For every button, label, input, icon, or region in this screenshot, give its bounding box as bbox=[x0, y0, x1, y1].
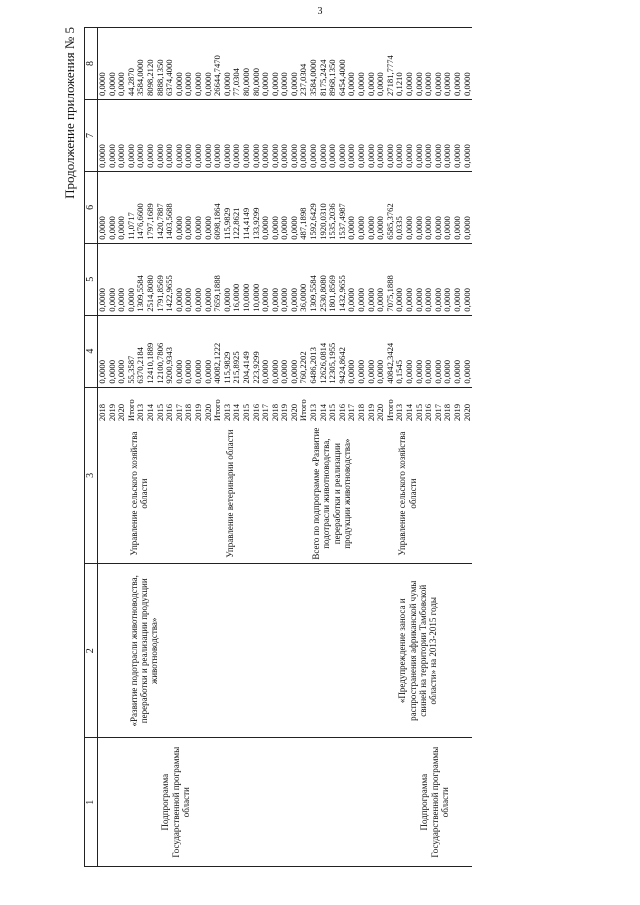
value-cell: 1537,4987 bbox=[338, 171, 348, 243]
header-cell: 7 bbox=[85, 99, 98, 171]
year-cell: 2018 bbox=[356, 403, 367, 422]
value-cell: 77,0304 bbox=[232, 28, 242, 100]
value-cell: 0,0000 bbox=[443, 243, 453, 315]
value-cell: 0,0000 bbox=[261, 315, 271, 387]
value-cell: 0,0000 bbox=[204, 28, 214, 100]
value-cell: 6098,1864 bbox=[213, 171, 223, 243]
value-cell: 1432,9655 bbox=[338, 243, 348, 315]
executor-cell: Всего по подпрограмме «Развитие подотрасли животноводства, переработки и реализации продукции животноводства» bbox=[309, 424, 395, 563]
value-cell: 0,0000 bbox=[415, 171, 425, 243]
page-number: 3 bbox=[317, 6, 323, 17]
value-cell: 0,0000 bbox=[376, 99, 386, 171]
value-cell: 8175,2424 bbox=[319, 28, 329, 100]
value-cell: 0,0000 bbox=[367, 243, 377, 315]
value-cell: 16,0000 bbox=[232, 243, 242, 315]
value-cell: 0,0000 bbox=[443, 99, 453, 171]
value-cell: 8098,2120 bbox=[146, 28, 156, 100]
value-cell: 0,0000 bbox=[184, 171, 194, 243]
value-cell: 0,1210 bbox=[395, 28, 405, 100]
header-cell: 8 bbox=[85, 28, 98, 100]
value-cell: 0,0000 bbox=[376, 315, 386, 387]
value-cell: 0,0000 bbox=[367, 99, 377, 171]
value-cell: 0,1545 bbox=[395, 315, 405, 387]
value-cell: 122,8621 bbox=[232, 171, 242, 243]
year-cell: Итого bbox=[125, 399, 136, 422]
value-cell: 0,0000 bbox=[434, 28, 444, 100]
value-cell: 0,0000 bbox=[213, 99, 223, 171]
value-cell: 760,2202 bbox=[299, 315, 309, 387]
value-cell: 0,0000 bbox=[290, 99, 300, 171]
value-cell: 0,0000 bbox=[434, 171, 444, 243]
value-cell: 215,8925 bbox=[232, 315, 242, 387]
value-cell: 0,0000 bbox=[463, 28, 473, 100]
value-cell: 0,0000 bbox=[347, 243, 357, 315]
subprogram-cell bbox=[98, 564, 127, 738]
value-cell: 0,0000 bbox=[338, 99, 348, 171]
year-cell: 2014 bbox=[231, 403, 242, 422]
year-cell: 2016 bbox=[164, 403, 175, 422]
value-cell: 0,0000 bbox=[175, 243, 185, 315]
value-cell: 0,0000 bbox=[424, 99, 434, 171]
value-cell: 0,0000 bbox=[127, 99, 137, 171]
year-cell: 2019 bbox=[106, 403, 117, 422]
value-cell: 0,0000 bbox=[280, 243, 290, 315]
value-cell: 0,0000 bbox=[175, 28, 185, 100]
value-cell: 0,0000 bbox=[204, 243, 214, 315]
program-cell: Подпрограмма Государственной программы области bbox=[127, 738, 223, 867]
executor-cell: Управление сельского хозяйства области bbox=[395, 424, 472, 563]
value-cell: 0,0000 bbox=[357, 28, 367, 100]
value-cell: 0,0000 bbox=[463, 243, 473, 315]
year-cell: 2018 bbox=[97, 403, 107, 422]
year-cell: 2018 bbox=[442, 403, 453, 422]
value-cell: 115,9829 bbox=[223, 171, 233, 243]
value-cell: 0,0000 bbox=[204, 171, 214, 243]
value-cell: 0,0000 bbox=[252, 99, 262, 171]
value-cell: 0,0000 bbox=[261, 99, 271, 171]
value-cell: 0,0000 bbox=[357, 171, 367, 243]
value-cell: 40842,3424 bbox=[386, 315, 396, 387]
value-cell: 0,0000 bbox=[434, 243, 444, 315]
executor-cell: Управление сельского хозяйства области bbox=[127, 424, 223, 563]
year-cell: 2017 bbox=[346, 403, 357, 422]
value-cell: 1920,0310 bbox=[319, 171, 329, 243]
value-cell: 0,0000 bbox=[184, 243, 194, 315]
value-cell: 0,0000 bbox=[184, 99, 194, 171]
year-cell: 2020 bbox=[375, 403, 386, 422]
year-cell: 2014 bbox=[144, 403, 155, 422]
value-cell: 0,0000 bbox=[261, 171, 271, 243]
value-cell: 0,0000 bbox=[463, 315, 473, 387]
value-cell: 0,0000 bbox=[175, 315, 185, 387]
value-cell: 0,0000 bbox=[434, 99, 444, 171]
value-cell: 0,0000 bbox=[271, 315, 281, 387]
year-cell: 2013 bbox=[135, 403, 146, 422]
value-cell: 114,4149 bbox=[242, 171, 252, 243]
value-cell: 0,0000 bbox=[367, 315, 377, 387]
value-cell: 0,0000 bbox=[280, 171, 290, 243]
value-cell: 0,0000 bbox=[357, 315, 367, 387]
value-cell: 237,0304 bbox=[299, 28, 309, 100]
value-cell: 12305,1955 bbox=[328, 315, 338, 387]
value-cell: 10,0000 bbox=[252, 243, 262, 315]
value-cell: 6374,4000 bbox=[165, 28, 175, 100]
year-cell: Итого bbox=[384, 399, 395, 422]
value-cell: 9424,8642 bbox=[338, 315, 348, 387]
value-cell: 0,0000 bbox=[271, 171, 281, 243]
year-cell: 2013 bbox=[394, 403, 405, 422]
budget-table bbox=[84, 27, 472, 867]
value-cell: 0,0000 bbox=[108, 171, 118, 243]
year-cell: 2018 bbox=[183, 403, 194, 422]
year-cell: 2019 bbox=[279, 403, 290, 422]
value-cell: 0,0000 bbox=[319, 99, 329, 171]
value-cell: 133,9299 bbox=[252, 171, 262, 243]
value-cell: 0,0000 bbox=[463, 99, 473, 171]
year-cell: 2015 bbox=[413, 403, 424, 422]
value-cell: 0,0000 bbox=[271, 243, 281, 315]
value-cell: 0,0000 bbox=[280, 99, 290, 171]
value-cell: 0,0000 bbox=[136, 99, 146, 171]
value-cell: 6486,2013 bbox=[309, 315, 319, 387]
value-cell: 6454,4000 bbox=[338, 28, 348, 100]
year-cell: 2015 bbox=[327, 403, 338, 422]
value-cell: 12410,1889 bbox=[146, 315, 156, 387]
value-cell: 0,0000 bbox=[127, 243, 137, 315]
subprogram-cell bbox=[223, 564, 309, 738]
value-cell: 1309,5584 bbox=[136, 243, 146, 315]
appendix-caption: Продолжение приложения № 5 bbox=[62, 27, 77, 199]
value-cell: 0,0000 bbox=[204, 315, 214, 387]
program-cell: Подпрограмма Государственной программы области bbox=[395, 738, 472, 867]
value-cell: 0,0000 bbox=[376, 28, 386, 100]
value-cell: 0,0000 bbox=[395, 99, 405, 171]
value-cell: 0,0000 bbox=[290, 243, 300, 315]
value-cell: 12626,0814 bbox=[319, 315, 329, 387]
value-cell: 0,0000 bbox=[108, 315, 118, 387]
value-cell: 1535,2036 bbox=[328, 171, 338, 243]
value-cell: 36,0000 bbox=[299, 243, 309, 315]
year-cell: 2017 bbox=[173, 403, 184, 422]
value-cell: 0,0000 bbox=[347, 28, 357, 100]
value-cell: 0,0000 bbox=[223, 99, 233, 171]
value-cell: 0,0000 bbox=[194, 243, 204, 315]
year-cell: 2020 bbox=[288, 403, 299, 422]
value-cell: 8888,1350 bbox=[156, 28, 166, 100]
value-cell: 8968,1350 bbox=[328, 28, 338, 100]
value-cell: 9200,9343 bbox=[165, 315, 175, 387]
program-cell bbox=[98, 738, 127, 867]
year-cell: 2016 bbox=[423, 403, 434, 422]
value-cell: 6370,2184 bbox=[136, 315, 146, 387]
value-cell: 0,0000 bbox=[424, 171, 434, 243]
value-cell: 0,0000 bbox=[98, 28, 108, 100]
value-cell: 0,0000 bbox=[194, 171, 204, 243]
value-cell: 80,0000 bbox=[252, 28, 262, 100]
value-cell: 3584,0000 bbox=[309, 28, 319, 100]
value-cell: 0,0000 bbox=[443, 28, 453, 100]
value-cell: 0,0000 bbox=[357, 243, 367, 315]
year-cell: 2015 bbox=[240, 403, 251, 422]
value-cell: 0,0000 bbox=[117, 28, 127, 100]
value-cell: 0,0000 bbox=[309, 99, 319, 171]
year-cell: 2014 bbox=[404, 403, 414, 422]
value-cell: 1420,7887 bbox=[156, 171, 166, 243]
value-cell: 6585,3762 bbox=[386, 171, 396, 243]
value-cell: 0,0000 bbox=[223, 243, 233, 315]
value-cell: 0,0000 bbox=[415, 99, 425, 171]
header-row bbox=[85, 28, 98, 867]
value-cell: 0,0000 bbox=[261, 243, 271, 315]
value-cell: 55,3587 bbox=[127, 315, 137, 387]
value-cell: 0,0000 bbox=[415, 28, 425, 100]
year-cell: 2016 bbox=[336, 403, 347, 422]
header-cell: 2 bbox=[85, 564, 98, 738]
value-cell: 0,0000 bbox=[108, 28, 118, 100]
value-cell: 0,0000 bbox=[165, 99, 175, 171]
value-cell: 0,0000 bbox=[280, 315, 290, 387]
value-cell: 7075,1888 bbox=[386, 243, 396, 315]
value-cell: 0,0335 bbox=[395, 171, 405, 243]
value-cell: 0,0000 bbox=[117, 99, 127, 171]
header-cell: 3 bbox=[85, 387, 98, 564]
value-cell: 0,0000 bbox=[405, 243, 415, 315]
value-cell: 0,0000 bbox=[98, 99, 108, 171]
value-cell: 0,0000 bbox=[328, 99, 338, 171]
value-cell: 0,0000 bbox=[290, 171, 300, 243]
value-cell: 0,0000 bbox=[347, 99, 357, 171]
value-cell: 0,0000 bbox=[108, 243, 118, 315]
value-cell: 0,0000 bbox=[117, 243, 127, 315]
value-cell: 80,0000 bbox=[242, 28, 252, 100]
value-cell: 0,0000 bbox=[376, 243, 386, 315]
value-cell: 0,0000 bbox=[415, 315, 425, 387]
value-cell: 0,0000 bbox=[194, 315, 204, 387]
value-cell: 0,0000 bbox=[261, 28, 271, 100]
year-cell: 2014 bbox=[317, 403, 328, 422]
value-cell: 0,0000 bbox=[453, 171, 463, 243]
value-cell: 0,0000 bbox=[156, 99, 166, 171]
value-cell: 0,0000 bbox=[271, 99, 281, 171]
value-cell: 0,0000 bbox=[347, 171, 357, 243]
value-cell: 3584,0000 bbox=[136, 28, 146, 100]
table-body bbox=[98, 28, 473, 867]
year-cell: Итого bbox=[212, 399, 223, 422]
value-cell: 0,0000 bbox=[405, 28, 415, 100]
value-cell: 26644,7470 bbox=[213, 28, 223, 100]
value-cell: 0,0000 bbox=[424, 243, 434, 315]
value-cell: 0,0000 bbox=[347, 315, 357, 387]
value-cell: 1422,9655 bbox=[165, 243, 175, 315]
year-cell: 2020 bbox=[202, 403, 213, 422]
executor-cell bbox=[98, 424, 127, 563]
value-cell: 0,0000 bbox=[443, 315, 453, 387]
value-cell: 0,0000 bbox=[184, 315, 194, 387]
value-cell: 0,0000 bbox=[184, 28, 194, 100]
value-cell: 1403,5688 bbox=[165, 171, 175, 243]
header-cell: 4 bbox=[85, 315, 98, 387]
year-cell: 2019 bbox=[451, 403, 462, 422]
value-cell: 0,0000 bbox=[357, 99, 367, 171]
value-cell: 2514,8080 bbox=[146, 243, 156, 315]
value-cell: 0,0000 bbox=[280, 28, 290, 100]
value-cell: 0,0000 bbox=[242, 99, 252, 171]
value-cell: 0,0000 bbox=[424, 315, 434, 387]
rotated-page bbox=[62, 27, 622, 867]
value-cell: 10,0000 bbox=[242, 243, 252, 315]
year-cell: 2013 bbox=[221, 403, 232, 422]
value-cell: 0,0000 bbox=[367, 171, 377, 243]
header-cell: 1 bbox=[85, 738, 98, 867]
year-cell: 2017 bbox=[432, 403, 443, 422]
value-cell: 40082,1222 bbox=[213, 315, 223, 387]
value-cell: 12100,7806 bbox=[156, 315, 166, 387]
year-cell: 2019 bbox=[192, 403, 203, 422]
value-cell: 7659,1888 bbox=[213, 243, 223, 315]
subprogram-cell: «Предупреждение заноса и распространения африканской чумы свиней на территории Тамбовской области» на 2013-2015 годы bbox=[395, 564, 472, 738]
value-cell: 0,0000 bbox=[405, 171, 415, 243]
value-cell: 0,0000 bbox=[223, 28, 233, 100]
value-cell: 0,0000 bbox=[194, 28, 204, 100]
year-cell: 2015 bbox=[154, 403, 165, 422]
value-cell: 0,0000 bbox=[98, 243, 108, 315]
program-cell bbox=[309, 738, 395, 867]
value-cell: 1309,5584 bbox=[309, 243, 319, 315]
value-cell: 0,0000 bbox=[290, 315, 300, 387]
value-cell: 0,0000 bbox=[175, 171, 185, 243]
value-cell: 0,0000 bbox=[405, 99, 415, 171]
value-cell: 0,0000 bbox=[386, 99, 396, 171]
value-cell: 0,0000 bbox=[415, 243, 425, 315]
value-cell: 0,0000 bbox=[175, 99, 185, 171]
value-cell: 0,0000 bbox=[204, 99, 214, 171]
value-cell: 0,0000 bbox=[395, 243, 405, 315]
value-cell: 0,0000 bbox=[376, 171, 386, 243]
year-cell: 2020 bbox=[116, 403, 127, 422]
value-cell: 11,0717 bbox=[127, 171, 137, 243]
value-cell: 2530,8080 bbox=[319, 243, 329, 315]
value-cell: 223,9299 bbox=[252, 315, 262, 387]
value-cell: 0,0000 bbox=[453, 243, 463, 315]
value-cell: 204,4149 bbox=[242, 315, 252, 387]
value-cell: 0,0000 bbox=[463, 171, 473, 243]
header-cell: 6 bbox=[85, 171, 98, 243]
header-cell: 5 bbox=[85, 243, 98, 315]
value-cell: 115,9829 bbox=[223, 315, 233, 387]
program-cell bbox=[223, 738, 309, 867]
value-cell: 0,0000 bbox=[117, 171, 127, 243]
year-cell: 2013 bbox=[308, 403, 319, 422]
value-cell: 0,0000 bbox=[232, 99, 242, 171]
value-cell: 0,0000 bbox=[290, 28, 300, 100]
value-cell: 27181,7774 bbox=[386, 28, 396, 100]
year-cell: 2016 bbox=[250, 403, 261, 422]
value-cell: 0,0000 bbox=[98, 171, 108, 243]
value-cell: 0,0000 bbox=[405, 315, 415, 387]
value-cell: 0,0000 bbox=[453, 99, 463, 171]
value-cell: 1791,8569 bbox=[156, 243, 166, 315]
year-cell: 2020 bbox=[461, 403, 472, 422]
value-cell: 0,0000 bbox=[146, 99, 156, 171]
subprogram-cell bbox=[309, 564, 395, 738]
value-cell: 0,0000 bbox=[453, 28, 463, 100]
value-cell: 0,0000 bbox=[271, 28, 281, 100]
value-cell: 1592,6429 bbox=[309, 171, 319, 243]
value-cell: 0,0000 bbox=[367, 28, 377, 100]
value-cell: 0,0000 bbox=[434, 315, 444, 387]
value-cell: 0,0000 bbox=[453, 315, 463, 387]
year-cell: 2019 bbox=[365, 403, 376, 422]
value-cell: 1797,1689 bbox=[146, 171, 156, 243]
value-cell: 44,2870 bbox=[127, 28, 137, 100]
executor-cell: Управление ветеринарии области bbox=[223, 424, 309, 563]
value-cell: 1476,6600 bbox=[136, 171, 146, 243]
value-cell: 1801,8569 bbox=[328, 243, 338, 315]
value-cell: 0,0000 bbox=[117, 315, 127, 387]
value-cell: 0,0000 bbox=[424, 28, 434, 100]
year-cell: 2018 bbox=[269, 403, 280, 422]
subprogram-cell: «Развитие подотрасли животноводства, переработки и реализации продукции животноводства» bbox=[127, 564, 223, 738]
year-cell: Итого bbox=[298, 399, 309, 422]
value-cell: 487,1898 bbox=[299, 171, 309, 243]
year-cell: 2017 bbox=[260, 403, 271, 422]
value-cell: 0,0000 bbox=[98, 315, 108, 387]
value-cell: 0,0000 bbox=[299, 99, 309, 171]
value-cell: 0,0000 bbox=[108, 99, 118, 171]
value-cell: 0,0000 bbox=[443, 171, 453, 243]
value-cell: 0,0000 bbox=[194, 99, 204, 171]
